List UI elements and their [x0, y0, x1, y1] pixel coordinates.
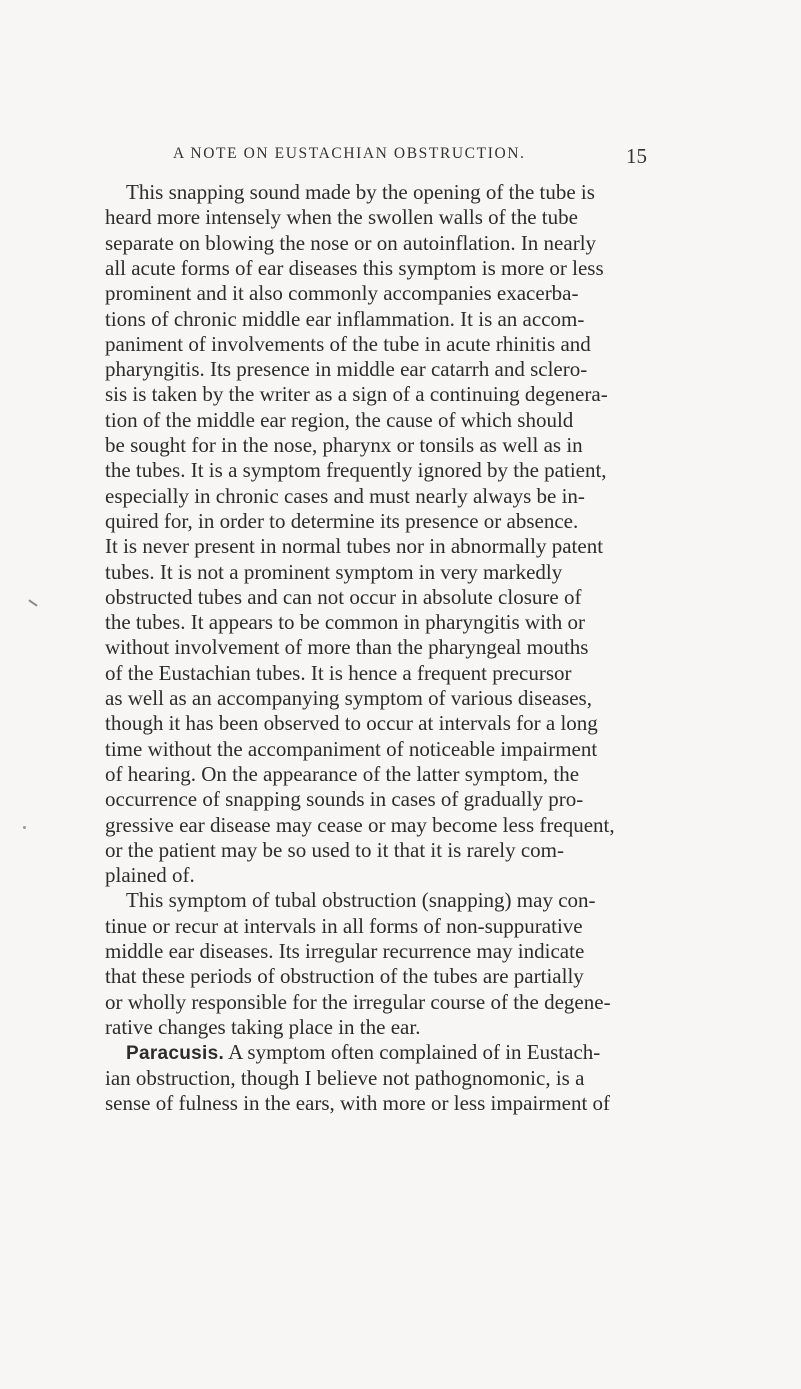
text-line: sense of fulness in the ears, with more or less impairment of — [105, 1090, 611, 1115]
text-line: separate on blowing the nose or on autoinflation. In nearly — [105, 230, 597, 255]
text-line: tions of chronic middle ear inflammation. It is an accom- — [105, 306, 585, 331]
text-run: A symptom often complained of in Eustach- — [228, 1040, 601, 1065]
page-number: 15 — [626, 144, 647, 168]
text-line: quired for, in order to determine its presence or absence. — [105, 508, 579, 533]
text-line: prominent and it also commonly accompanies exacerba- — [105, 281, 579, 306]
text-line: paniment of involvements of the tube in acute rhinitis and — [105, 331, 591, 356]
paracusis-line — [126, 1040, 600, 1065]
text-line: tinue or recur at intervals in all forms of non-suppurative — [105, 913, 583, 938]
text-line: It is never present in normal tubes nor in abnormally patent — [105, 534, 604, 559]
text-line: especially in chronic cases and must nearly always be in- — [105, 483, 585, 508]
text-line: This snapping sound made by the opening of the tube is — [126, 180, 595, 204]
text-line: occurrence of snapping sounds in cases of gradually pro- — [105, 787, 584, 812]
text-line: tion of the middle ear region, the cause of which should — [105, 407, 574, 432]
text-line: gressive ear disease may cease or may become less frequent, — [105, 812, 615, 837]
margin-mark — [28, 599, 37, 606]
text-line: time without the accompaniment of noticeable impairment — [105, 736, 598, 761]
text-line: be sought for in the nose, pharynx or tonsils as well as in — [105, 433, 583, 457]
text-line: the tubes. It appears to be common in pharyngitis with or — [105, 610, 585, 635]
text-line: plained of. — [105, 863, 195, 888]
text-line: of hearing. On the appearance of the latter symptom, the — [105, 761, 580, 786]
running-title: A NOTE ON EUSTACHIAN OBSTRUCTION. — [173, 145, 526, 162]
text-line: ian obstruction, though I believe not pathognomonic, is a — [105, 1065, 585, 1090]
text-line: heard more intensely when the swollen walls of the tube — [105, 205, 578, 230]
text-line: sis is taken by the writer as a sign of a continuing degenera- — [105, 382, 608, 407]
text-line: of the Eustachian tubes. It is hence a frequent precursor — [105, 660, 572, 685]
text-line: rative changes taking place in the ear. — [105, 1014, 421, 1039]
margin-dot — [23, 826, 26, 829]
text-line: or the patient may be so used to it that it is rarely com- — [105, 837, 564, 862]
text-line: though it has been observed to occur at intervals for a long — [105, 711, 598, 736]
text-line: without involvement of more than the pharyngeal mouths — [105, 635, 589, 660]
text-line: pharyngitis. Its presence in middle ear catarrh and sclero- — [105, 357, 588, 382]
text-line: as well as an accompanying symptom of various diseases, — [105, 686, 592, 710]
text-line: or wholly responsible for the irregular course of the degene- — [105, 989, 611, 1014]
text-line: middle ear diseases. Its irregular recurrence may indicate — [105, 939, 585, 963]
text-line: tubes. It is not a prominent symptom in very markedly — [105, 559, 563, 584]
text-line: all acute forms of ear diseases this symptom is more or less — [105, 255, 604, 280]
paracusis-heading: Paracusis. — [126, 1043, 225, 1065]
text-line: obstructed tubes and can not occur in absolute closure of — [105, 584, 582, 609]
text-line: that these periods of obstruction of the tubes are partially — [105, 964, 584, 989]
text-line: This symptom of tubal obstruction (snapping) may con- — [126, 888, 596, 913]
text-line: the tubes. It is a symptom frequently ignored by the patient, — [105, 458, 607, 483]
